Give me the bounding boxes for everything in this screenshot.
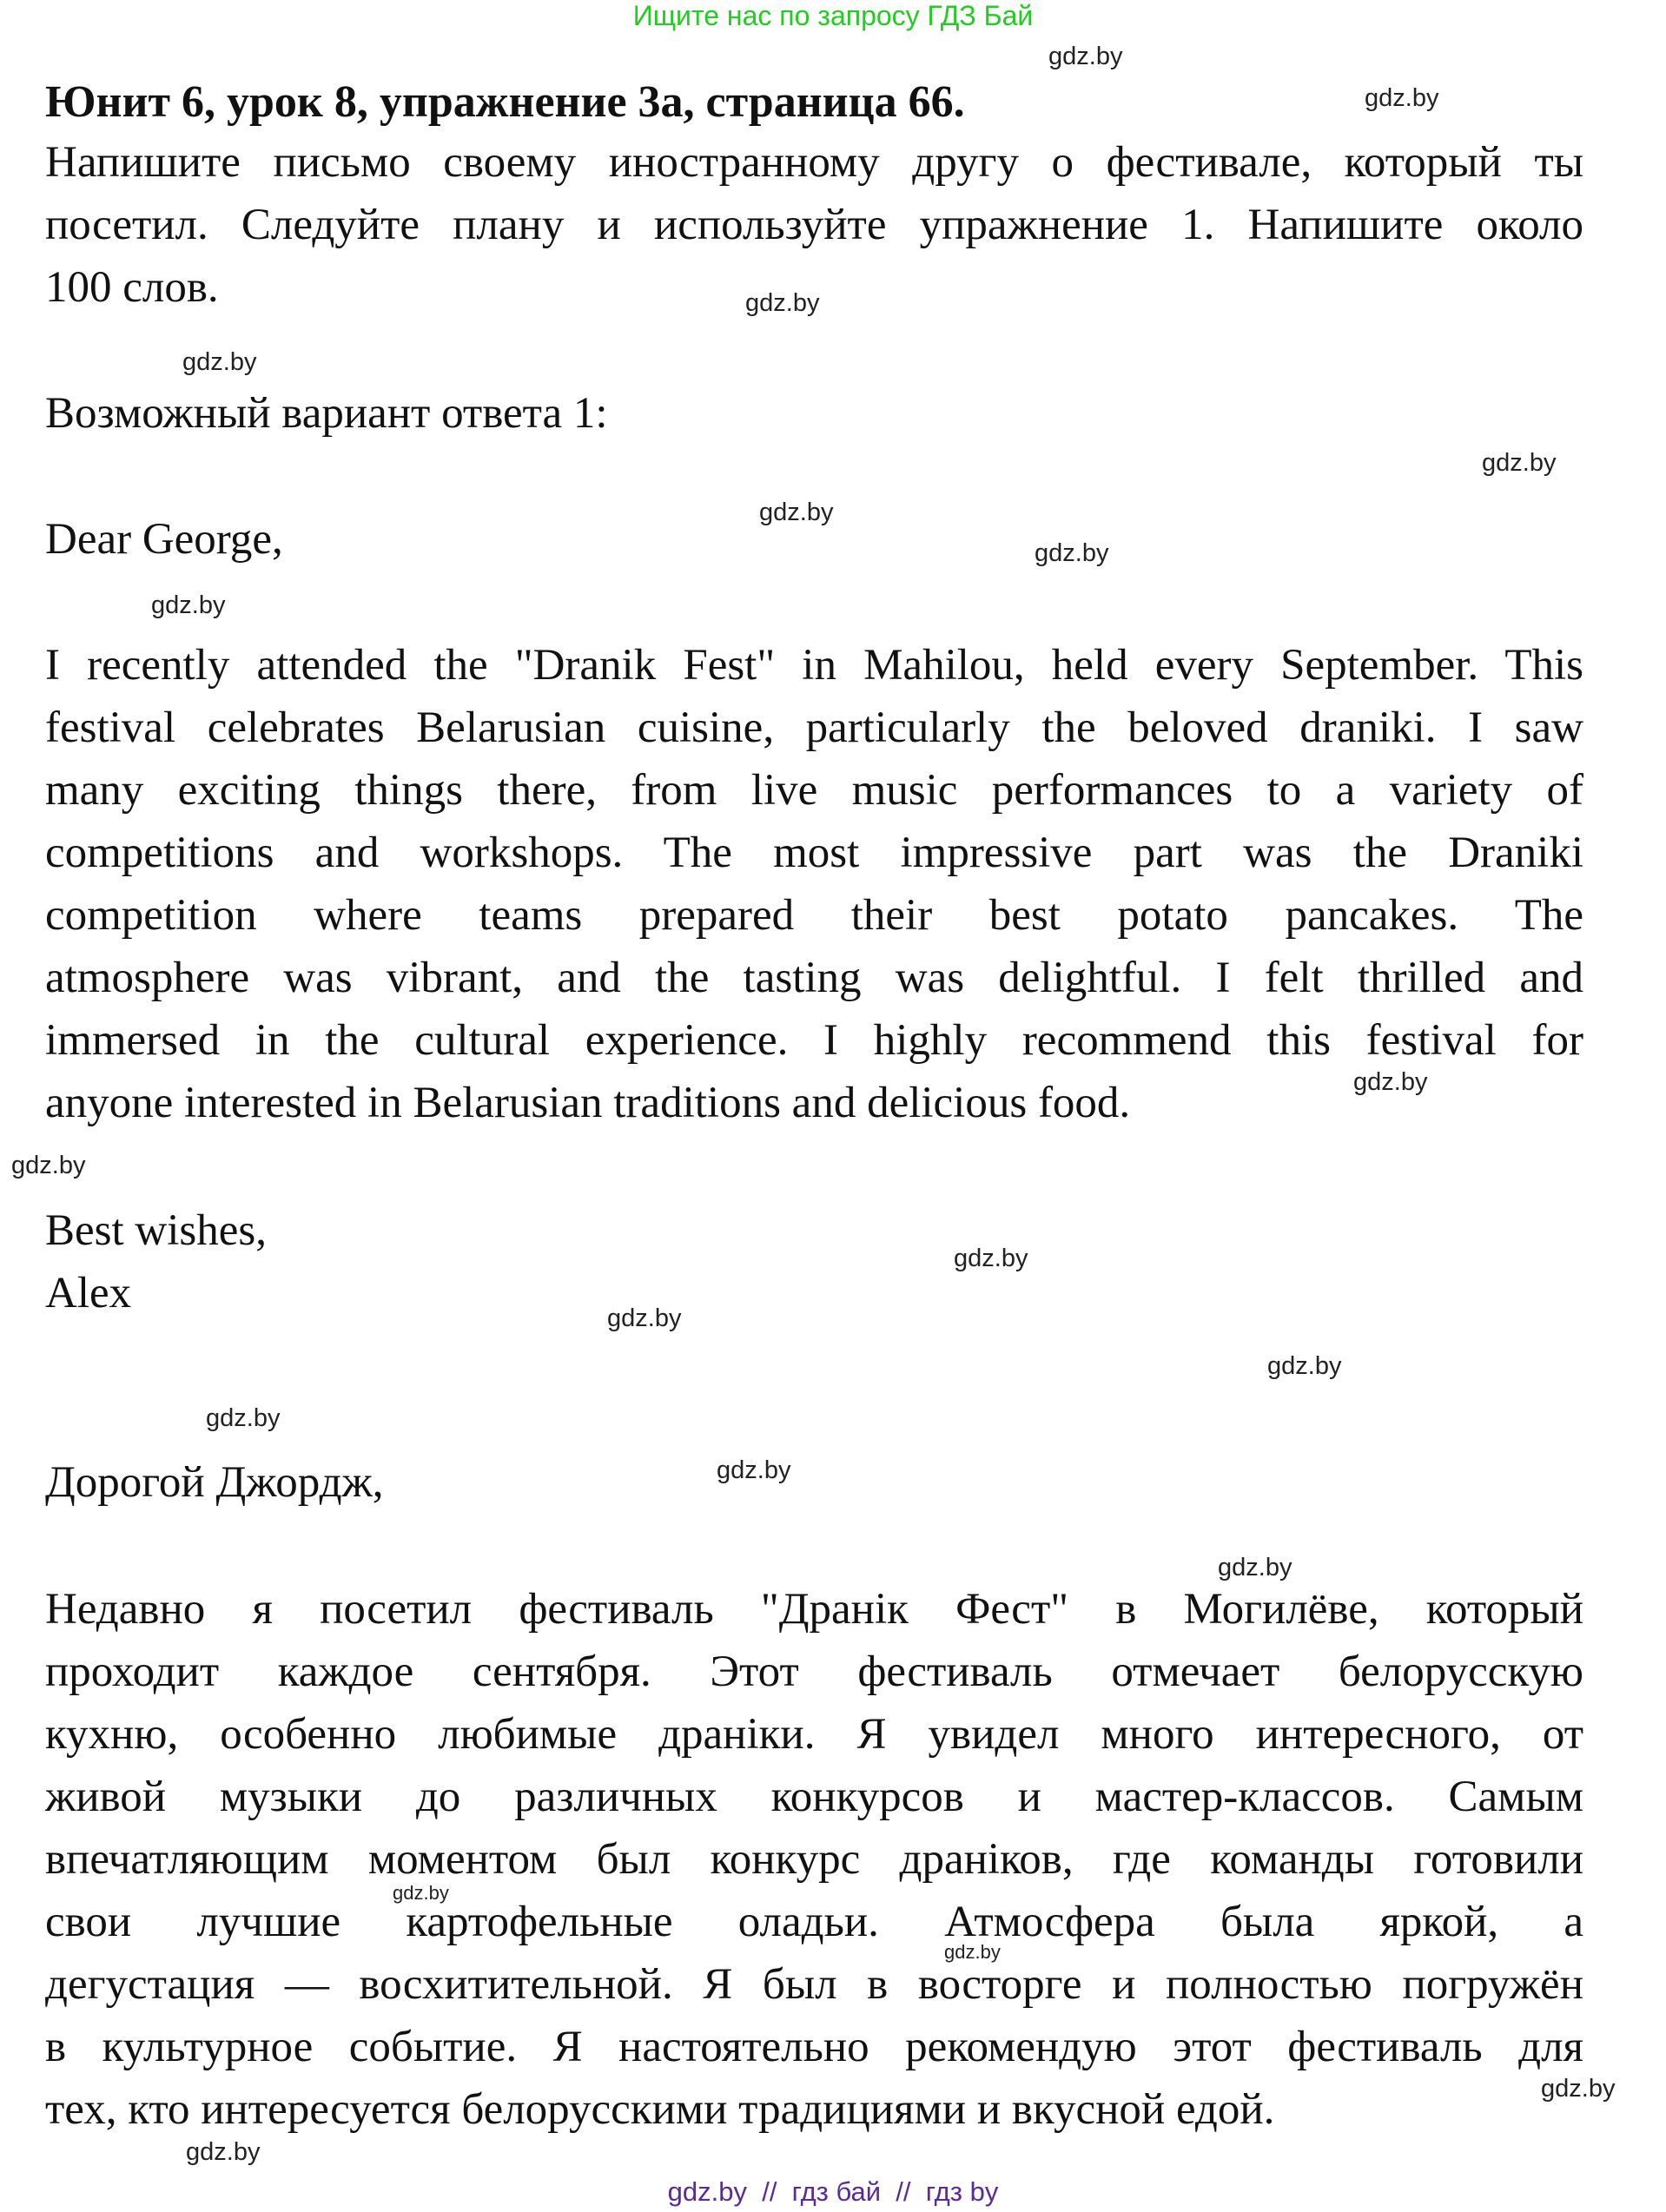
paragraph-line: впечатляющим моментом был конкурс драніков, где команды готовили [45,1835,1583,1884]
paragraph-line: живой музыки до различных конкурсов и мастер-классов. Самым [45,1773,1583,1821]
paragraph-line: festival celebrates Belarusian cuisine, particularly the beloved draniki. I saw [45,703,1583,752]
watermark: gdz.by [1541,2075,1616,2103]
watermark: gdz.by [186,2138,261,2166]
english-closing: Best wishes, [45,1206,267,1255]
watermark: gdz.by [206,1404,281,1432]
watermark: gdz.by [1267,1352,1342,1380]
russian-paragraph [45,1578,1583,2141]
watermark: gdz.by [11,1152,86,1179]
paragraph-line: I recently attended the "Dranik Fest" in Mahilou, held every September. This [45,641,1583,690]
watermark: gdz.by [717,1456,791,1484]
paragraph-line: дегустация — восхитительной. Я был в восторге и полностью погружён [45,1960,1583,2009]
paragraph-line: кухню, особенно любимые драніки. Я увидел много интересного, от [45,1710,1583,1759]
instruction-line: посетил. Следуйте плану и используйте упражнение 1. Напишите около [45,201,1583,249]
watermark: gdz.by [1482,449,1557,477]
watermark: gdz.by [954,1245,1028,1272]
paragraph-line: тех, кто интересуется белорусскими традициями и вкусной едой. [45,2085,1275,2134]
russian-greeting: Дорогой Джордж, [45,1458,384,1507]
paragraph-line: atmosphere was vibrant, and the tasting was delightful. I felt thrilled and [45,954,1583,1002]
watermark: gdz.by [1353,1068,1428,1096]
watermark: gdz.by [745,289,820,317]
instruction-line: 100 слов. [45,263,219,312]
english-signature: Alex [45,1269,132,1317]
watermark: gdz.by [607,1304,682,1332]
paragraph-line: immersed in the cultural experience. I highly recommend this festival for [45,1016,1583,1065]
answer-label: Возможный вариант ответа 1: [45,389,608,438]
footer-links[interactable]: gdz.by // гдз бай // гдз by [667,2176,999,2207]
watermark: gdz.by [1365,84,1439,112]
paragraph-line: Недавно я посетил фестиваль "Дранік Фест" в Могилёве, который [45,1585,1583,1634]
paragraph-line: проходит каждое сентября. Этот фестиваль отмечает белорусскую [45,1647,1583,1696]
page-title: Юнит 6, урок 8, упражнение 3а, страница 66. [45,77,965,127]
watermark: gdz.by [1218,1554,1292,1581]
watermark: gdz.by [151,591,226,619]
paragraph-line: anyone interested in Belarusian traditions and delicious food. [45,1079,1131,1127]
watermark: gdz.by [944,1941,1001,1963]
english-greeting: Dear George, [45,515,283,564]
instruction-line: Напишите письмо своему иностранному другу о фестивале, который ты [45,138,1583,187]
watermark: gdz.by [1035,539,1109,567]
watermark: gdz.by [393,1882,449,1904]
watermark: gdz.by [1048,43,1123,70]
paragraph-line: many exciting things there, from live music performances to a variety of [45,766,1583,815]
watermark: gdz.by [182,348,257,376]
top-banner[interactable]: Ищите нас по запросу ГДЗ Бай [632,0,1034,31]
english-paragraph [45,634,1583,1134]
watermark: gdz.by [759,499,834,526]
paragraph-line: свои лучшие картофельные оладьи. Атмосфера была яркой, а [45,1898,1583,1946]
paragraph-line: competition where teams prepared their best potato pancakes. The [45,891,1583,940]
paragraph-line: в культурное событие. Я настоятельно рекомендую этот фестиваль для [45,2023,1583,2071]
paragraph-line: competitions and workshops. The most impressive part was the Draniki [45,829,1583,877]
